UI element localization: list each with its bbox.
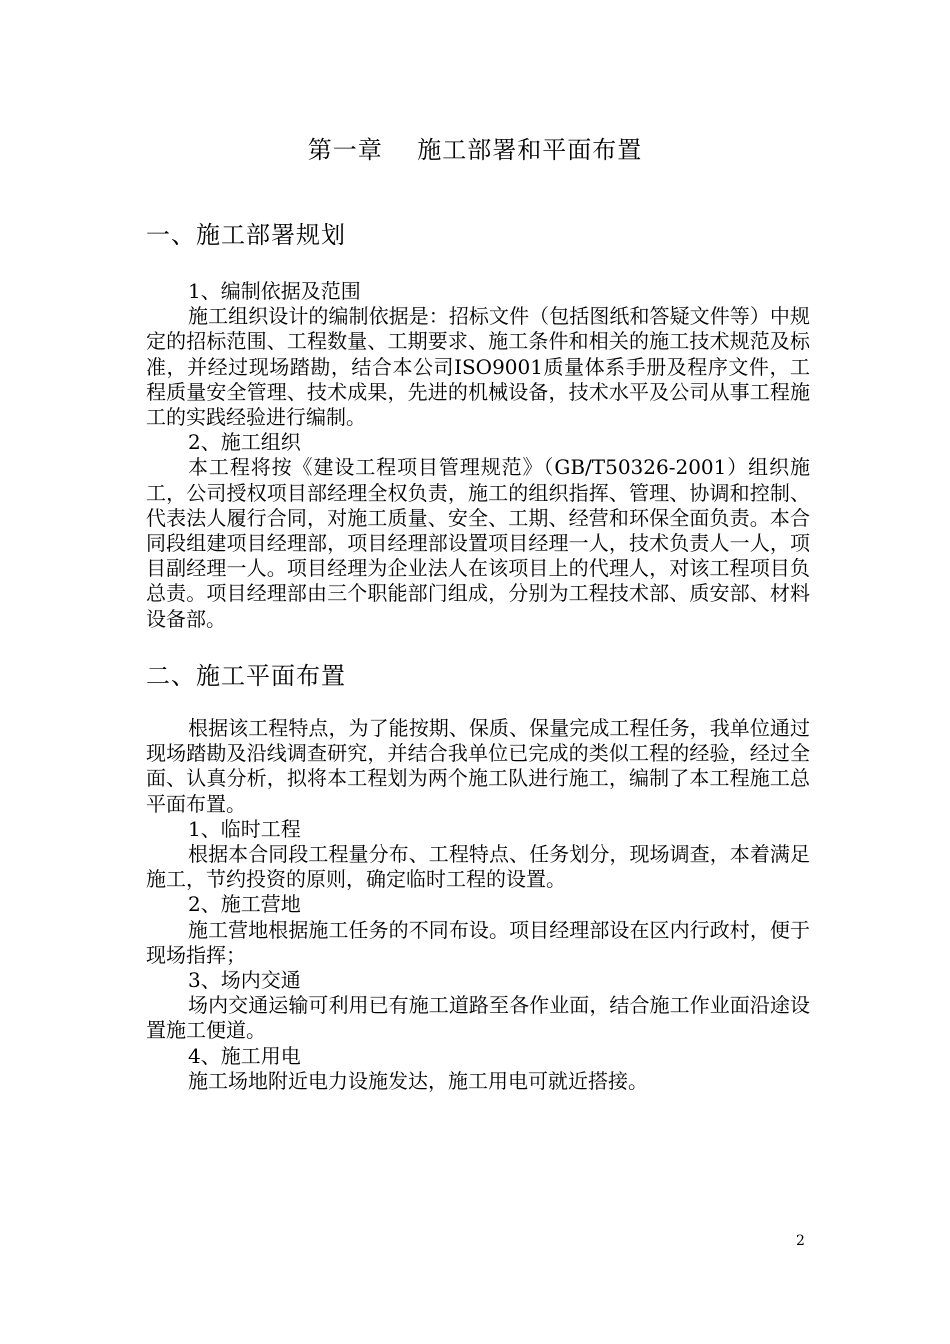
subheading-construction-camp: 2、施工营地 bbox=[188, 892, 301, 917]
paragraph-construction-camp: 施工营地根据施工任务的不同布设。项目经理部设在区内行政村，便于现场指挥； bbox=[146, 917, 810, 967]
subheading-basis-and-scope: 1、编制依据及范围 bbox=[188, 279, 361, 303]
paragraph-construction-power: 施工场地附近电力设施发达，施工用电可就近搭接。 bbox=[188, 1068, 648, 1093]
paragraph-basis-and-scope: 施工组织设计的编制依据是：招标文件（包括图纸和答疑文件等）中规定的招标范围、工程数量、工期要求、施工条件和相关的施工技术规范及标准，并经过现场踏勘，结合本公司ISO9001质量体系手册及程序文件，工程质量安全管理、技术成果，先进的机械设备，技术水平及公司从事工程施工的实践经验进行编制。 bbox=[146, 304, 810, 430]
paragraph-construction-organization: 本工程将按《建设工程项目管理规范》（GB/T50326-2001）组织施工，公司授权项目部经理全权负责，施工的组织指挥、管理、协调和控制、代表法人履行合同，对施工质量、安全、工期、经营和环保全面负责。本合同段组建项目经理部，项目经理部设置项目经理一人，技术负责人一人，项目副经理一人。项目经理为企业法人在该项目上的代理人，对该工程项目负总责。项目经理部由三个职能部门组成，分别为工程技术部、质安部、材料设备部。 bbox=[146, 455, 810, 631]
section-body-deployment-planning bbox=[146, 279, 810, 632]
section-body-site-layout bbox=[146, 716, 810, 1094]
chapter-title: 第一章 施工部署和平面布置 bbox=[307, 136, 643, 164]
subheading-construction-organization: 2、施工组织 bbox=[188, 430, 301, 455]
page-number: 2 bbox=[796, 1233, 805, 1249]
paragraph-temporary-works: 根据本合同段工程量分布、工程特点、任务划分，现场调查，本着满足施工，节约投资的原则，确定临时工程的设置。 bbox=[146, 842, 810, 892]
subheading-temporary-works: 1、临时工程 bbox=[188, 816, 301, 841]
section-heading-site-layout: 二、施工平面布置 bbox=[146, 662, 346, 690]
paragraph-site-traffic: 场内交通运输可利用已有施工道路至各作业面，结合施工作业面沿途设置施工便道。 bbox=[146, 993, 810, 1043]
subheading-construction-power: 4、施工用电 bbox=[188, 1043, 301, 1068]
paragraph-site-layout-intro: 根据该工程特点，为了能按期、保质、保量完成工程任务，我单位通过现场踏勘及沿线调查研究，并结合我单位已完成的类似工程的经验，经过全面、认真分析，拟将本工程划为两个施工队进行施工，编制了本工程施工总平面布置。 bbox=[146, 716, 810, 816]
subheading-site-traffic: 3、场内交通 bbox=[188, 968, 301, 993]
section-heading-deployment-planning: 一、施工部署规划 bbox=[146, 221, 346, 249]
